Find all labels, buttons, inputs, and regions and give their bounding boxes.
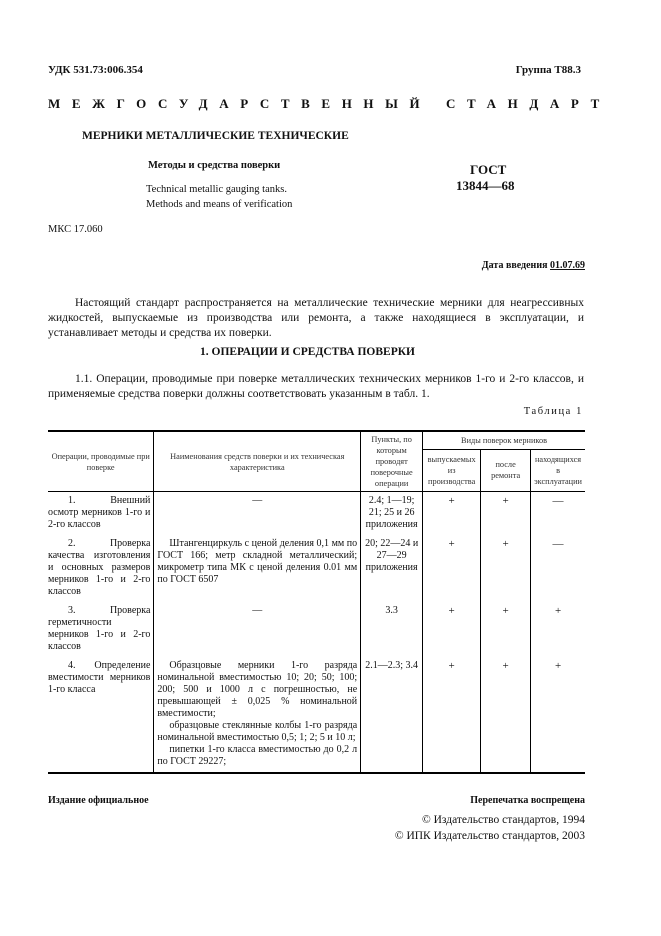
means-cell: — — [154, 492, 361, 536]
subtitle-english-line-1: Technical metallic gauging tanks. — [146, 184, 287, 195]
interstate-standard-heading: МЕЖГОСУДАРСТВЕННЫЙ СТАНДАРТ — [48, 96, 611, 111]
points-cell: 3.3 — [361, 602, 423, 657]
service-mark: — — [531, 492, 585, 536]
intro-paragraph: Настоящий стандарт распространяется на металлические технические мерники для неагрессивных жидкостей, выпускаемые из производства или ремонта, а также находящиеся в эксплуатации, и устанавливает методы и средства их поверки. — [48, 297, 584, 339]
means-cell: Штангенциркуль с ценой деления 0,1 мм по ГОСТ 166; метр складной металлический; микрометр типа МК с ценой деления 0.01 мм по ГОСТ 6507 — [154, 535, 361, 602]
header-operation: Операции, проводимые при поверке — [48, 431, 154, 492]
service-mark: + — [531, 657, 585, 773]
service-mark: — — [531, 535, 585, 602]
udk-code: УДК 531.73:006.354 — [48, 64, 143, 76]
table-row — [48, 657, 585, 773]
released-mark: + — [423, 657, 481, 773]
header-kinds: Виды поверок мерников — [423, 431, 585, 449]
mks-code: МКС 17.060 — [48, 224, 103, 235]
header-kind-released: выпускаемых из производства — [423, 449, 481, 491]
means-cell — [154, 657, 361, 773]
released-mark: + — [423, 492, 481, 536]
header-kind-repair: после ремонта — [481, 449, 531, 491]
operation-cell: 3. Проверка герметичности мерников 1-го и 2-го классов — [48, 602, 154, 657]
copyright-2003: © ИПК Издательство стандартов, 2003 — [394, 830, 585, 842]
document-title: МЕРНИКИ МЕТАЛЛИЧЕСКИЕ ТЕХНИЧЕСКИЕ — [82, 130, 349, 142]
points-cell: 20; 22—24 и 27—29 приложения — [361, 535, 423, 602]
repair-mark: + — [481, 657, 531, 773]
header-points: Пункты, по которым проводят поверочные операции — [361, 431, 423, 492]
gost-label: ГОСТ — [470, 162, 507, 177]
verification-table — [48, 430, 585, 774]
operation-cell: 4. Определение вместимости мерников 1-го класса — [48, 657, 154, 773]
section-title: 1. ОПЕРАЦИИ И СРЕДСТВА ПОВЕРКИ — [200, 346, 416, 358]
operation-cell: 2. Проверка качества изготовления и основных размеров мерников 1-го и 2-го классов — [48, 535, 154, 602]
released-mark: + — [423, 602, 481, 657]
operation-cell: 1. Внешний осмотр мерников 1-го и 2-го классов — [48, 492, 154, 536]
means-cell: — — [154, 602, 361, 657]
table-row — [48, 535, 585, 602]
means-line: образцовые стеклянные колбы 1-го разряда номинальной вместимостью 0,5; 1; 2; 5 и 10 л; — [157, 720, 358, 743]
released-mark: + — [423, 535, 481, 602]
introduction-date — [482, 260, 585, 271]
points-cell: 2.1—2.3; 3.4 — [361, 657, 423, 773]
table-row — [48, 602, 585, 657]
official-edition: Издание официальное — [48, 795, 149, 806]
points-cell: 2.4; 1—19; 21; 25 и 26 приложения — [361, 492, 423, 536]
means-line: пипетки 1-го класса вместимостью до 0,2 л по ГОСТ 29227; — [157, 744, 358, 767]
header-kind-service: находящихся в эксплуатации — [531, 449, 585, 491]
table-row — [48, 492, 585, 536]
means-line: Образцовые мерники 1-го разряда номинальной вместимостью 10; 20; 50; 100; 200; 500 и 1000 л с погрешностью, не превышающей ± 0,025 % номинальной вместимости; — [157, 660, 358, 719]
introduction-date-label: Дата введения — [481, 260, 548, 271]
repair-mark: + — [481, 492, 531, 536]
copyright-1994: © Издательство стандартов, 1994 — [421, 814, 585, 826]
introduction-date-value: 01.07.69 — [550, 260, 585, 271]
repair-mark: + — [481, 602, 531, 657]
subtitle-russian: Методы и средства поверки — [148, 160, 281, 171]
header-means: Наименования средств поверки и их техническая характеристика — [154, 431, 361, 492]
reprint-prohibited: Перепечатка воспрещена — [470, 795, 585, 806]
subtitle-english-line-2: Methods and means of verification — [146, 199, 293, 210]
repair-mark: + — [481, 535, 531, 602]
gost-number: 13844—68 — [456, 178, 515, 193]
table-label: Таблица 1 — [523, 406, 583, 417]
group-code: Группа Т88.3 — [515, 64, 581, 76]
clause-1-1: 1.1. Операции, проводимые при поверке металлических технических мерников 1-го и 2-го классов, и применяемые средства поверки должны соответствовать указанным в табл. 1. — [48, 373, 584, 400]
service-mark: + — [531, 602, 585, 657]
